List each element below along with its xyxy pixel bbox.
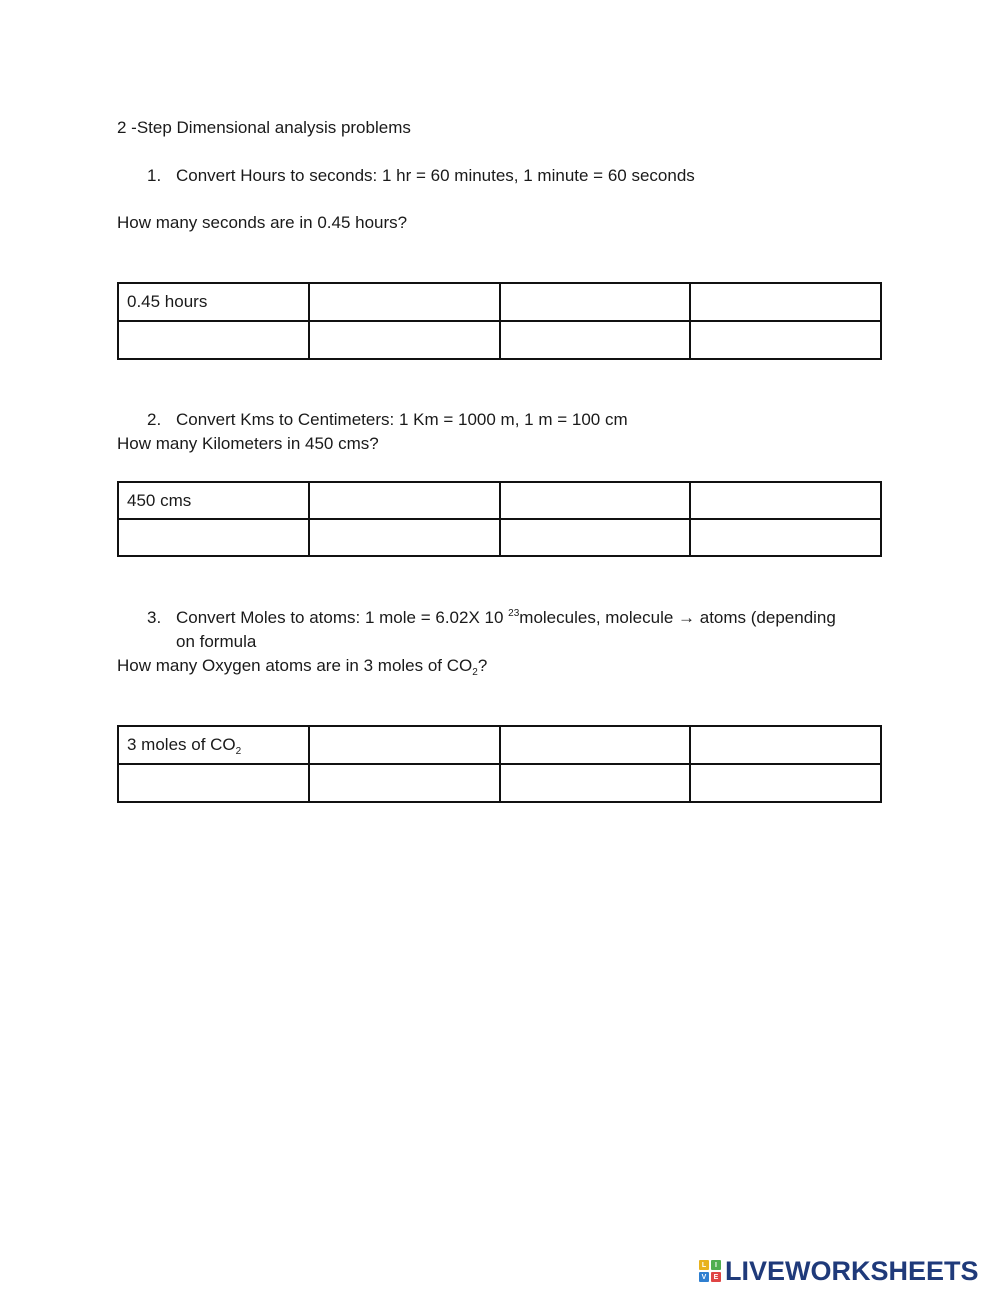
question-text: Convert Kms to Centimeters: 1 Km = 1000 m, 1 m = 100 cm: [176, 410, 628, 429]
question-number: 3.: [147, 608, 162, 627]
table-cell[interactable]: [690, 764, 881, 802]
table-cell[interactable]: [690, 519, 881, 556]
question-text-end: molecules, molecule → atoms (depending: [519, 608, 836, 627]
logo-mark-tile: L: [699, 1260, 709, 1270]
page-title: 2 -Step Dimensional analysis problems: [117, 118, 411, 137]
question-number: 2.: [147, 410, 162, 429]
table-row: [118, 283, 881, 321]
table-cell[interactable]: [118, 519, 309, 556]
liveworksheets-logo: [699, 1257, 979, 1285]
table-cell[interactable]: [500, 726, 691, 764]
answer-table-1: [117, 282, 882, 360]
table-cell[interactable]: [690, 321, 881, 359]
table-cell[interactable]: [309, 764, 500, 802]
table-cell[interactable]: [309, 482, 500, 519]
question-1-prompt: How many seconds are in 0.45 hours?: [117, 213, 408, 232]
logo-mark-tile: I: [711, 1260, 721, 1270]
answer-table-3: [117, 725, 882, 803]
table-row: [118, 482, 881, 519]
logo-mark-icon: [699, 1260, 721, 1282]
table-cell[interactable]: [309, 726, 500, 764]
table-cell[interactable]: [500, 482, 691, 519]
table-cell[interactable]: [690, 482, 881, 519]
table-cell[interactable]: [309, 321, 500, 359]
table-cell: 450 cms: [118, 482, 309, 519]
answer-table-2: [117, 481, 882, 557]
question-text-line2: on formula: [176, 632, 257, 651]
question-text: [176, 608, 836, 628]
question-3-prompt: [117, 656, 487, 676]
logo-text: LIVEWORKSHEETS: [725, 1255, 979, 1286]
table-row: [118, 726, 881, 764]
table-cell[interactable]: [500, 283, 691, 321]
cell-label: 3 moles of CO: [127, 735, 236, 754]
table-cell[interactable]: [309, 283, 500, 321]
exponent: 23: [508, 608, 520, 619]
logo-mark-tile: V: [699, 1272, 709, 1282]
table-cell[interactable]: [690, 726, 881, 764]
table-cell[interactable]: [309, 519, 500, 556]
question-2-prompt: How many Kilometers in 450 cms?: [117, 434, 379, 453]
prompt-end: ?: [477, 656, 488, 675]
table-cell[interactable]: [118, 321, 309, 359]
table-cell[interactable]: [500, 764, 691, 802]
table-cell: 0.45 hours: [118, 283, 309, 321]
table-row: [118, 321, 881, 359]
table-cell: [118, 726, 309, 764]
table-row: [118, 519, 881, 556]
logo-mark-tile: E: [711, 1272, 721, 1282]
question-text-start: Convert Moles to atoms: 1 mole = 6.02X 10: [176, 608, 504, 627]
question-number: 1.: [147, 166, 162, 185]
table-cell[interactable]: [500, 519, 691, 556]
table-cell[interactable]: [118, 764, 309, 802]
question-text: Convert Hours to seconds: 1 hr = 60 minutes, 1 minute = 60 seconds: [176, 166, 695, 185]
table-row: [118, 764, 881, 802]
prompt-text: How many Oxygen atoms are in 3 moles of CO: [117, 656, 473, 675]
table-cell[interactable]: [500, 321, 691, 359]
subscript: 2: [235, 746, 242, 757]
subscript: 2: [472, 667, 478, 678]
table-cell[interactable]: [690, 283, 881, 321]
